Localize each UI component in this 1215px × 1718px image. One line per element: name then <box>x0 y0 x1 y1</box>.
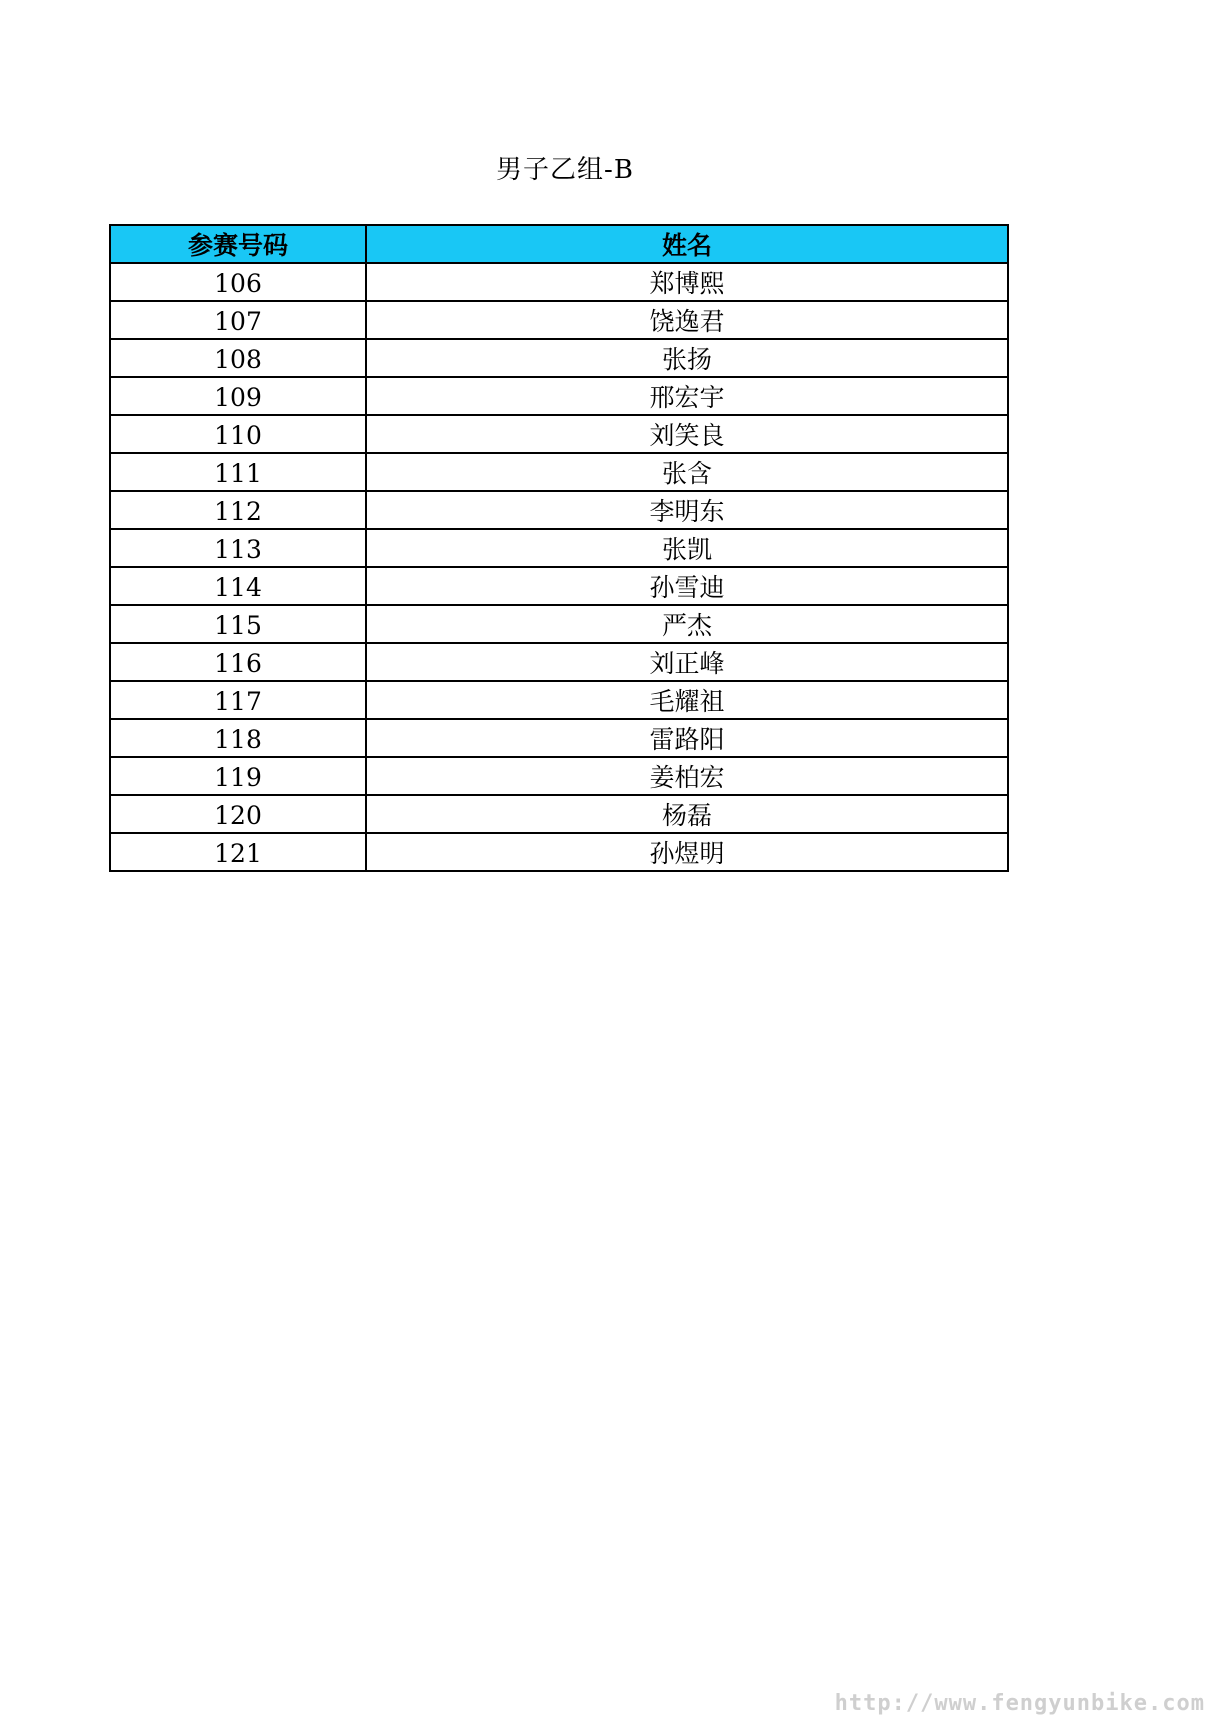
bib-number-cell: 115 <box>110 605 366 643</box>
table-row <box>110 529 1008 567</box>
table-row <box>110 757 1008 795</box>
racer-name-cell: 杨磊 <box>366 795 1008 833</box>
racer-name-cell: 雷路阳 <box>366 719 1008 757</box>
watermark-url: http://www.fengyunbike.com <box>834 1691 1205 1716</box>
table-row <box>110 795 1008 833</box>
bib-number-cell: 106 <box>110 263 366 301</box>
bib-number-cell: 108 <box>110 339 366 377</box>
racer-name-cell: 张凯 <box>366 529 1008 567</box>
table-row <box>110 415 1008 453</box>
table-row <box>110 263 1008 301</box>
bib-number-cell: 121 <box>110 833 366 871</box>
racer-name-cell: 姜柏宏 <box>366 757 1008 795</box>
racer-name-cell: 毛耀祖 <box>366 681 1008 719</box>
table-row <box>110 339 1008 377</box>
bib-number-cell: 110 <box>110 415 366 453</box>
table-row <box>110 681 1008 719</box>
bib-number-cell: 112 <box>110 491 366 529</box>
table-row <box>110 605 1008 643</box>
bib-number-cell: 114 <box>110 567 366 605</box>
table-row <box>110 491 1008 529</box>
bib-number-cell: 113 <box>110 529 366 567</box>
page-title: 男子乙组-B <box>496 155 634 185</box>
table-row <box>110 719 1008 757</box>
bib-number-cell: 117 <box>110 681 366 719</box>
racer-name-cell: 孙煜明 <box>366 833 1008 871</box>
racer-name-cell: 邢宏宇 <box>366 377 1008 415</box>
table-row <box>110 567 1008 605</box>
racer-name-cell: 张扬 <box>366 339 1008 377</box>
racer-name-cell: 严杰 <box>366 605 1008 643</box>
table-row <box>110 643 1008 681</box>
racer-name-cell: 孙雪迪 <box>366 567 1008 605</box>
table-header-row <box>110 225 1008 263</box>
bib-number-cell: 109 <box>110 377 366 415</box>
header-bib-number: 参赛号码 <box>110 225 366 263</box>
roster-table <box>109 224 1009 872</box>
table-row <box>110 833 1008 871</box>
header-name: 姓名 <box>366 225 1008 263</box>
table-row <box>110 377 1008 415</box>
table-row <box>110 301 1008 339</box>
racer-name-cell: 饶逸君 <box>366 301 1008 339</box>
bib-number-cell: 116 <box>110 643 366 681</box>
bib-number-cell: 120 <box>110 795 366 833</box>
bib-number-cell: 119 <box>110 757 366 795</box>
racer-name-cell: 张含 <box>366 453 1008 491</box>
racer-name-cell: 李明东 <box>366 491 1008 529</box>
bib-number-cell: 111 <box>110 453 366 491</box>
racer-name-cell: 郑博熙 <box>366 263 1008 301</box>
racer-name-cell: 刘笑良 <box>366 415 1008 453</box>
bib-number-cell: 107 <box>110 301 366 339</box>
bib-number-cell: 118 <box>110 719 366 757</box>
table-row <box>110 453 1008 491</box>
racer-name-cell: 刘正峰 <box>366 643 1008 681</box>
